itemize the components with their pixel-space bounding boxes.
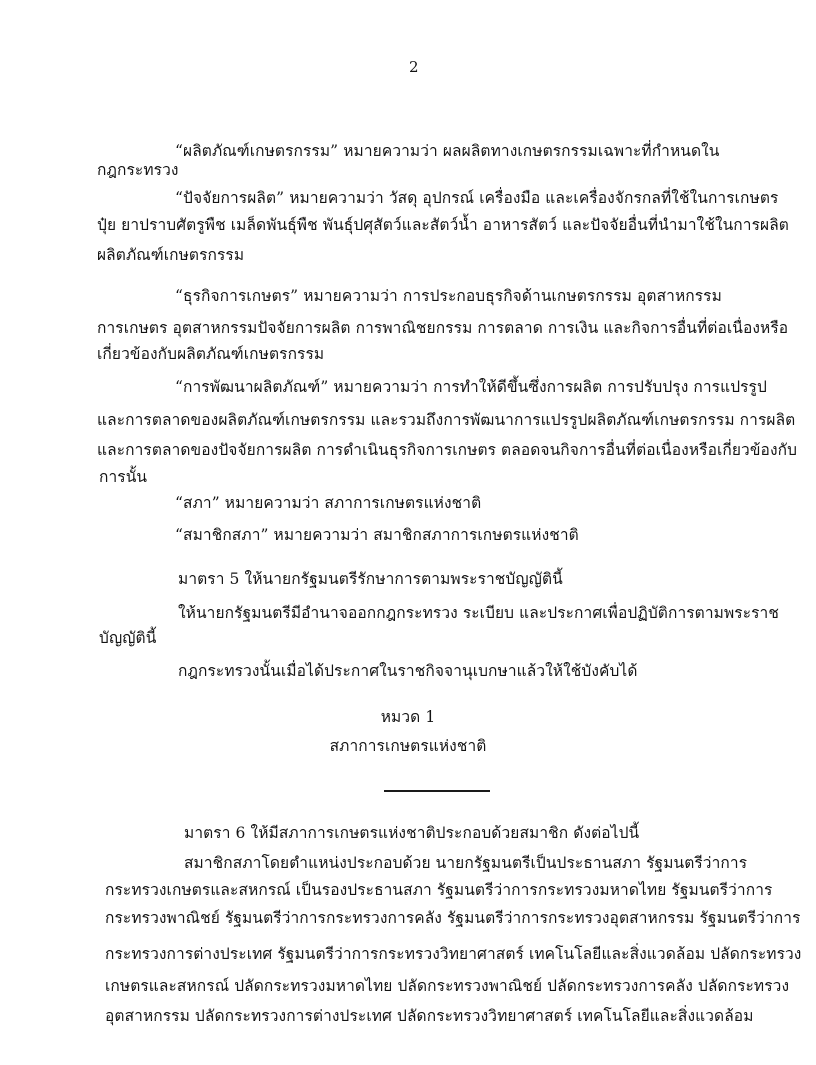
section-6-line-3: กระทรวงเกษตรและสหกรณ์ เป็นรองประธานสภา รัฐมนตรีว่าการกระทรวงมหาดไทย รัฐมนตรีว่าการ [105,881,773,899]
section-5-line-1: มาตรา 5 ให้นายกรัฐมนตรีรักษาการตามพระราชบัญญัตินี้ [178,570,563,588]
section-5-line-2: ให้นายกรัฐมนตรีมีอำนาจออกกฎกระทรวง ระเบียบ และประกาศเพื่อปฏิบัติการตามพระราช [178,604,779,622]
definition-product-development-line-2: และการตลาดของผลิตภัณฑ์เกษตรกรรม และรวมถึงการพัฒนาการแปรรูปผลิตภัณฑ์เกษตรกรรม การผลิต [97,411,796,429]
section-5-line-4: กฎกระทรวงนั้นเมื่อได้ประกาศในราชกิจจานุเบกษาแล้วให้ใช้บังคับได้ [178,662,638,680]
definition-agri-product-line-2: กฎกระทรวง [97,161,179,179]
section-6-line-7: อุตสาหกรรม ปลัดกระทรวงการต่างประเทศ ปลัดกระทรวงวิทยาศาสตร์ เทคโนโลยีและสิ่งแวดล้อม [105,1007,754,1025]
definition-product-development-line-1: “การพัฒนาผลิตภัณฑ์” หมายความว่า การทำให้ดีขึ้นซึ่งการผลิต การปรับปรุง การแปรรูป [175,378,767,396]
chapter-number: หมวด 1 [380,708,436,726]
definition-agri-business-line-3: เกี่ยวข้องกับผลิตภัณฑ์เกษตรกรรม [97,345,325,363]
section-6-line-1: มาตรา 6 ให้มีสภาการเกษตรแห่งชาติประกอบด้วยสมาชิก ดังต่อไปนี้ [184,824,640,842]
definition-council: “สภา” หมายความว่า สภาการเกษตรแห่งชาติ [175,494,482,512]
section-5-line-3: บัญญัตินี้ [99,629,157,647]
section-6-line-4: กระทรวงพาณิชย์ รัฐมนตรีว่าการกระทรวงการคลัง รัฐมนตรีว่าการกระทรวงอุตสาหกรรม รัฐมนตรีว่าการ [105,909,801,927]
definition-agri-product-line-1: “ผลิตภัณฑ์เกษตรกรรม” หมายความว่า ผลผลิตทางเกษตรกรรมเฉพาะที่กำหนดใน [175,142,720,160]
definition-product-development-line-3: และการตลาดของปัจจัยการผลิต การดำเนินธุรกิจการเกษตร ตลอดจนกิจการอื่นที่ต่อเนื่องหรือเกี่ยวข้องกับ [97,441,798,459]
section-6-line-6: เกษตรและสหกรณ์ ปลัดกระทรวงมหาดไทย ปลัดกระทรวงพาณิชย์ ปลัดกระทรวงการคลัง ปลัดกระทรวง [105,977,790,995]
section-6-line-2: สมาชิกสภาโดยตำแหน่งประกอบด้วย นายกรัฐมนตรีเป็นประธานสภา รัฐมนตรีว่าการ [184,854,748,872]
definition-agri-business-line-1: “ธุรกิจการเกษตร” หมายความว่า การประกอบธุรกิจด้านเกษตรกรรม อุตสาหกรรม [175,287,722,305]
definition-production-factor-line-1: “ปัจจัยการผลิต” หมายความว่า วัสดุ อุปกรณ์ เครื่องมือ และเครื่องจักรกลที่ใช้ในการเกษตร [175,189,779,207]
section-6-line-5: กระทรวงการต่างประเทศ รัฐมนตรีว่าการกระทรวงวิทยาศาสตร์ เทคโนโลยีและสิ่งแวดล้อม ปลัดกระทรวง [105,945,802,963]
definition-council-member: “สมาชิกสภา” หมายความว่า สมาชิกสภาการเกษตรแห่งชาติ [175,526,579,544]
definition-product-development-line-4: การนั้น [99,468,148,486]
definition-production-factor-line-2: ปุ๋ย ยาปราบศัตรูพืช เมล็ดพันธุ์พืช พันธุ์ปศุสัตว์และสัตว์น้ำ อาหารสัตว์ และปัจจัยอื่นที่นำมาใช้ในการผลิต [97,216,789,234]
chapter-divider [384,790,490,792]
chapter-title: สภาการเกษตรแห่งชาติ [329,737,487,755]
definition-agri-business-line-2: การเกษตร อุตสาหกรรมปัจจัยการผลิต การพาณิชยกรรม การตลาด การเงิน และกิจการอื่นที่ต่อเนื่องหรือ [97,319,789,337]
page-number: 2 [409,58,419,76]
definition-production-factor-line-3: ผลิตภัณฑ์เกษตรกรรม [97,246,245,264]
